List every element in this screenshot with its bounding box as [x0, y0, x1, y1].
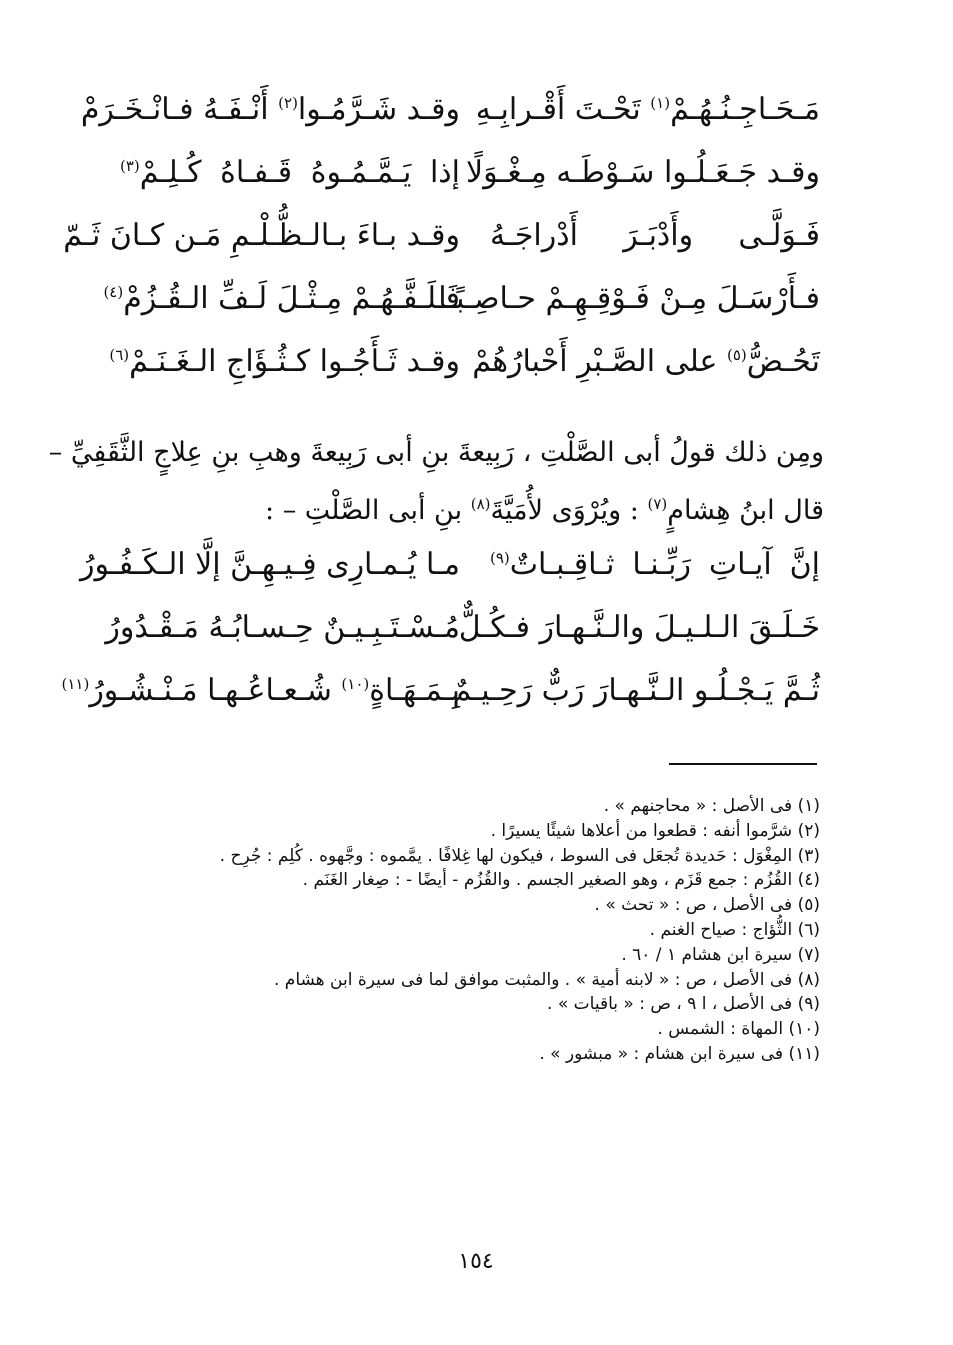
first-hemistich: مَـحَـاجِـنُـهُـمْ$^{(١)}$ تَحْـتَ أَقْـرابِـهِ [475, 91, 820, 127]
second-hemistich: مُـسْـتَـبِـيـنٌ حِـسـابُـهُ مَـقْـدُورُ [105, 609, 460, 645]
footnote-ref: (١) [650, 93, 671, 112]
verse-line [80, 78, 820, 141]
footnote-ref: (١١) [61, 674, 90, 693]
page-number: ١٥٤ [458, 1249, 494, 1274]
poem-second [61, 533, 820, 722]
footnotes [130, 794, 820, 1067]
second-hemistich: وقـد شَـرَّمُـوا$^{(٢)}$ أَنْـفَـهُ فـانْـخَـرَمْ [80, 91, 460, 127]
footnote-ref: (٤) [103, 282, 124, 301]
prose-line: ومِن ذلك قولُ أبى الصَّلْتِ ، رَبِيعةَ بنِ أبى رَبِيعةَ وهبِ بنِ عِلاجٍ الثَّقَفِيِّ – [48, 437, 824, 468]
footnote-ref: (٦) [109, 345, 130, 364]
footnote-item: (٥) فى الأصل ، ص : « تحث » . [594, 895, 820, 916]
footnote-ref: (٥) [726, 345, 747, 364]
second-hemistich: وقـد بـاءَ بـالـظُّـلْـمِ مَـن كـانَ ثَـمّ [63, 217, 460, 253]
first-hemistich: تَحُـضُّ$^{(٥)}$ على الصَّـبْرِ أَحْبارُهُمْ [472, 343, 820, 379]
footnote-item: (٤) القُزُم : جمع قَزَم ، وهو الصغير الجسم . والقُزُم - أيضًا - : صِغار الغَنَم . [302, 870, 820, 891]
second-hemistich: مـا يُـمـارِى فِـيـهِـنَّ إلَّا الـكَـفُـورُ [80, 546, 460, 582]
second-hemistich: فَـلَـفَّـهُـمْ مِـثْـلَ لَـفِّ الـقُـزُمْ$^{(٤)}$ [103, 280, 460, 316]
second-hemistich: بِـمَـهَـاةٍ$^{(١٠)}$ شُـعـاعُـهـا مَـنْـشُـورُ$^{(١١)}$ [61, 672, 460, 708]
first-hemistich: وقـد جَـعَـلُـوا سَـوْطَـه مِـغْـوَلًا [465, 154, 820, 190]
first-hemistich: خَـلَـقَ الـلـيـلَ والـنَّـهـارَ فـكُـلٌّ [458, 609, 820, 645]
first-hemistich: فَـوَلَّـى وأَدْبَـرَ أَدْراجَـهُ [490, 217, 820, 253]
footnote-ref: (٣) [120, 156, 140, 175]
verse-line [105, 596, 820, 659]
footnote-ref: (٨) [470, 495, 491, 513]
footnote-item: (٨) فى الأصل ، ص : « لابنه أمية » . والمثبت موافق لما فى سيرة ابن هشام . [273, 969, 820, 990]
poem-first [63, 78, 820, 393]
verse-line [109, 330, 820, 393]
footnote-item: (٣) المِغْوَل : حَديدة تُجعَل فى السوط ، فيكون لها غِلافًا . يمَّموه : وجَّهوه . كُلِم : جُرِح . [219, 845, 820, 866]
footnote-item: (٧) سيرة ابن هشام ١ / ٦٠ . [621, 944, 820, 965]
verse-line [80, 533, 820, 596]
footnote-item: (٢) شرَّموا أنفه : قطعوا من أعلاها شيئًا يسيرًا . [490, 820, 820, 841]
verse-line [61, 659, 820, 722]
footnote-item: (١١) فى سيرة ابن هشام : « مبشور » . [539, 1043, 820, 1064]
footnote-divider [669, 763, 817, 765]
first-hemistich: ثُـمَّ يَـجْـلُـو الـنَّـهـارَ رَبٌّ رَحِـيـمٌ [452, 672, 820, 708]
verse-line [103, 267, 820, 330]
footnote-item: (١٠) المهاة : الشمس . [657, 1019, 820, 1040]
footnote-item: (١) فى الأصل : « محاجنهم » . [603, 796, 820, 816]
first-hemistich: إنَّ آيـاتِ رَبِّـنـا ثـاقِـبـاتٌ$^{(٩)}$ [490, 546, 820, 582]
verse-line [63, 204, 820, 267]
first-hemistich: فـأَرْسَـلَ مِـنْ فَـوْقِـهِـمْ حـاصِـبًـا [438, 280, 820, 316]
footnote-ref: (٧) [647, 495, 668, 513]
prose-line: قال ابنُ هِشامٍ$^{(٧)}$ : ويُرْوَى لأُمَيَّةَ$^{(٨)}$ بنِ أبى الصَّلْتِ – : [265, 495, 824, 526]
footnote-item: (٦) الثُّؤاج : صياح الغنم . [649, 919, 820, 940]
verse-line [120, 141, 820, 204]
footnote-item: (٩) فى الأصل ، ا ٩ ، ص : « باقيات » . [547, 994, 820, 1015]
footnote-ref: (١٠) [341, 674, 370, 693]
second-hemistich: وقـد ثَـأَجُـوا كـثُـؤَاجِ الـغَـنَـمْ$^{(٦)}$ [109, 343, 460, 379]
second-hemistich: إذا يَـمَّـمُـوهُ قَـفـاهُ كُـلِـمْ$^{(٣)}$ [120, 154, 460, 190]
footnote-ref: (٢) [278, 93, 298, 112]
prose-paragraph [48, 424, 824, 540]
footnote-ref: (٩) [490, 548, 510, 567]
